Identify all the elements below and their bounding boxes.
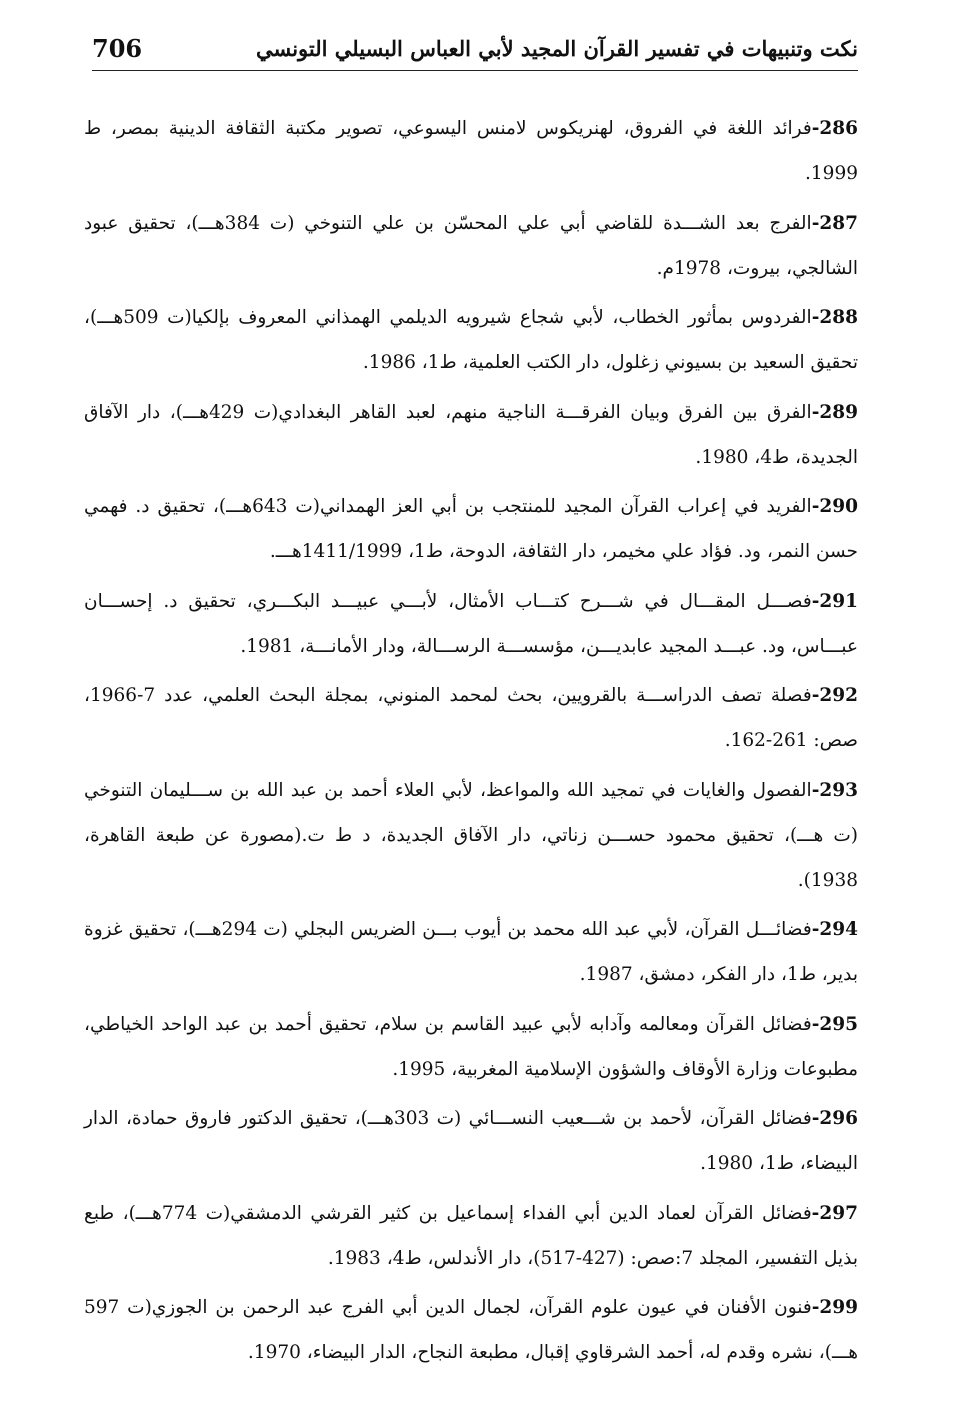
entry-number: 291-: [811, 590, 858, 612]
entry-number: 287-: [811, 212, 858, 234]
bibliography-entry: [84, 1002, 858, 1092]
bibliography-entry: [84, 390, 858, 480]
entry-text: فنون الأفنان في عيون علوم القرآن، لجمال الدين أبي الفرج عبد الرحمن بن الجوزي(ت 597 هـــ)، نشره وقدم له، أحمد الشرقاوي إقبال، مطبعة النجاح، الدار البيضاء، 1970.: [84, 1297, 858, 1363]
bibliography-entry: [84, 1285, 858, 1375]
bibliography-entry: [84, 106, 858, 196]
entry-number: 288-: [811, 307, 858, 328]
entry-number: 296-: [811, 1108, 859, 1129]
entry-text: فضائـــل القرآن، لأبي عبد الله محمد بن أيوب بـــن الضريس البجلي (ت 294هـــ)، تحقيق غزوة بدير، ط1، دار الفكر، دمشق، 1987.: [84, 919, 858, 985]
entry-text: الفريد في إعراب القرآن المجيد للمنتجب بن أبي العز الهمداني(ت 643هـــ)، تحقيق د. فهمي حسن النمر، ود. فؤاد علي مخيمر، دار الثقافة، الدوحة، ط1، 1411/1999هـــ.: [84, 496, 858, 562]
bibliography-entry: [84, 1096, 858, 1186]
bibliography-entry: [84, 201, 858, 291]
bibliography-entry: [84, 907, 858, 997]
entry-number: 289-: [811, 401, 858, 423]
entry-text: الفردوس بمأثور الخطاب، لأبي شجاع شيرويه الديلمي الهمذاني المعروف بإلكيا(ت 509هـــ)، تحقيق السعيد بن بسيوني زغلول، دار الكتب العلمية، ط1، 1986.: [84, 307, 858, 373]
entry-number: 295-: [811, 1013, 858, 1035]
entry-text: فصلة تصف الدراســـة بالقرويين، بحث لمحمد المنوني، بمجلة البحث العلمي، عدد 7-1966، صص: 261-162.: [84, 685, 858, 751]
bibliography-entry: [84, 295, 858, 385]
entry-number: 292-: [811, 685, 858, 706]
entry-number: 290-: [811, 496, 858, 517]
entry-text: فصـــل المقـــال في شـــرح كتـــاب الأمثال، لأبـــي عبيـــد البكـــري، تحقيق د. إحســـان عبـــاس، ود. عبـــد المجيد عابديـــن، مؤسســـة الرســـالة، ودار الأمانـــة، 1981.: [84, 590, 858, 657]
page-header: [92, 30, 858, 66]
header-rule: [92, 70, 858, 71]
entry-number: 286-: [811, 118, 858, 139]
entry-number: 293-: [811, 779, 858, 801]
bibliography-entry: [84, 673, 858, 763]
bibliography-entry: [84, 1191, 858, 1281]
entry-number: 294-: [811, 919, 858, 940]
entry-text: الفرق بين الفرق وبيان الفرقـــة الناجية منهم، لعبد القاهر البغدادي(ت 429هـــ)، دار الآفاق الجديدة، ط4، 1980.: [84, 401, 858, 468]
running-title: نكت وتنبيهات في تفسير القرآن المجيد لأبي العباس البسيلي التونسي: [255, 35, 858, 61]
entry-text: فرائد اللغة في الفروق، لهنريكوس لامنس اليسوعي، تصوير مكتبة الثقافة الدينية بمصر، ط 1999.: [84, 118, 858, 184]
entry-text: فضائل القرآن ومعالمه وآدابه لأبي عبيد القاسم بن سلام، تحقيق أحمد بن عبد الواحد الخياطي، مطبوعات وزارة الأوقاف والشؤون الإسلامية المغربية، 1995.: [84, 1013, 858, 1080]
entry-text: فضائل القرآن لعماد الدين أبي الفداء إسماعيل بن كثير القرشي الدمشقي(ت 774هـــ)، طبع بذيل التفسير، المجلد 7:صص: (427-517)، دار الأندلس، ط4، 1983.: [84, 1202, 858, 1269]
bibliography-entry: [84, 768, 858, 903]
bibliography-list: [84, 106, 858, 1380]
entry-text: الفصول والغايات في تمجيد الله والمواعظ، لأبي العلاء أحمد بن عبد الله بن ســـليمان التنوخي (ت هـــ)، تحقيق محمود حســـن زناتي، دار الآفاق الجديدة، د ط ت.(مصورة عن طبعة القاهرة، 1938).: [84, 779, 858, 891]
bibliography-entry: [84, 579, 858, 669]
entry-text: الفرج بعد الشـــدة للقاضي أبي علي المحسّن بن علي التنوخي (ت 384هـــ)، تحقيق عبود الشالجي، بيروت، 1978م.: [84, 212, 858, 279]
entry-text: فضائل القرآن، لأحمد بن شـــعيب النســـائي (ت 303هـــ)، تحقيق الدكتور فاروق حمادة، الدار البيضاء، ط1، 1980.: [84, 1108, 858, 1174]
page-number: 706: [92, 33, 143, 63]
entry-number: 297-: [811, 1202, 858, 1224]
entry-number: 299-: [811, 1297, 858, 1318]
bibliography-entry: [84, 484, 858, 574]
